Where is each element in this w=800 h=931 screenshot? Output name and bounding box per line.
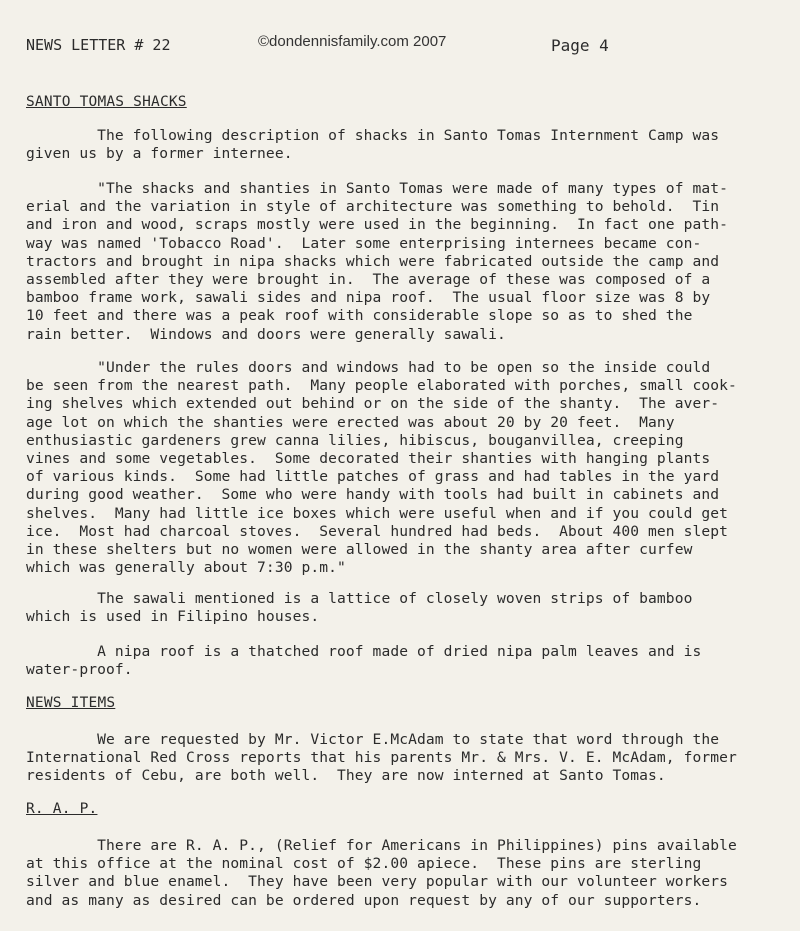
text-line: tractors and brought in nipa shacks which were fabricated outside the camp and [26,252,720,270]
text-line: A nipa roof is a thatched roof made of dried nipa palm leaves and is [26,643,702,660]
text-line: 10 feet and there was a peak roof with considerable slope so as to shed the [26,307,693,325]
text-line: given us by a former internee. [26,145,293,163]
text-line: of various kinds. Some had little patches of grass and had tables in the yard [26,468,720,486]
text-line: during good weather. Some who were handy with tools had built in cabinets and [26,486,720,504]
text-line: The following description of shacks in Santo Tomas Internment Camp was [26,127,720,144]
section-heading-santo-tomas-shacks: SANTO TOMAS SHACKS [26,94,187,110]
text-line: erial and the variation in style of architecture was something to behold. Tin [26,198,720,216]
text-line: enthusiastic gardeners grew canna lilies, hibiscus, bouganvillea, creeping [26,431,684,449]
text-line: silver and blue enamel. They have been very popular with our volunteer workers [26,873,729,891]
text-line: assembled after they were brought in. The average of these was composed of a [26,271,711,289]
text-line: International Red Cross reports that his parents Mr. & Mrs. V. E. McAdam, former [26,749,737,767]
paragraph-shacks-description [26,180,796,344]
paragraph-rules [26,359,796,577]
paragraph-intro [26,127,796,163]
text-line: The sawali mentioned is a lattice of closely woven strips of bamboo [26,590,693,607]
text-line: age lot on which the shanties were erected was about 20 by 20 feet. Many [26,413,675,431]
text-line: at this office at the nominal cost of $2.00 apiece. These pins are sterling [26,855,702,873]
text-line: and iron and wood, scraps mostly were used in the beginning. In fact one path- [26,216,729,234]
paragraph-rap-pins [26,837,796,910]
text-line: We are requested by Mr. Victor E.McAdam to state that word through the [26,731,720,748]
copyright-watermark: ©dondennisfamily.com 2007 [258,33,447,50]
text-line: residents of Cebu, are both well. They are now interned at Santo Tomas. [26,767,666,785]
text-line: which was generally about 7:30 p.m." [26,559,346,577]
newsletter-number: NEWS LETTER # 22 [26,36,171,54]
text-line: which is used in Filipino houses. [26,608,320,626]
paragraph-sawali [26,590,796,626]
text-line: in these shelters but no women were allowed in the shanty area after curfew [26,541,693,559]
text-line: "Under the rules doors and windows had to be open so the inside could [26,359,711,376]
text-line: ing shelves which extended out behind or on the side of the shanty. The aver- [26,395,720,413]
page-number: Page 4 [551,36,609,55]
section-heading-news-items: NEWS ITEMS [26,695,116,711]
text-line: vines and some vegetables. Some decorated their shanties with hanging plants [26,450,711,468]
text-line: "The shacks and shanties in Santo Tomas were made of many types of mat- [26,180,729,197]
text-line: rain better. Windows and doors were generally sawali. [26,325,506,343]
paragraph-nipa-roof [26,643,796,679]
text-line: be seen from the nearest path. Many people elaborated with porches, small cook- [26,377,737,395]
text-line: There are R. A. P., (Relief for Americans in Philippines) pins available [26,837,737,854]
text-line: way was named 'Tobacco Road'. Later some enterprising internees became con- [26,234,702,252]
text-line: bamboo frame work, sawali sides and nipa roof. The usual floor size was 8 by [26,289,711,307]
section-heading-rap: R. A. P. [26,801,98,817]
text-line: shelves. Many had little ice boxes which were useful when and if you could get [26,504,729,522]
text-line: ice. Most had charcoal stoves. Several hundred had beds. About 400 men slept [26,522,729,540]
text-line: water-proof. [26,661,133,679]
paragraph-mcadam [26,731,796,786]
text-line: and as many as desired can be ordered upon request by any of our supporters. [26,891,702,909]
